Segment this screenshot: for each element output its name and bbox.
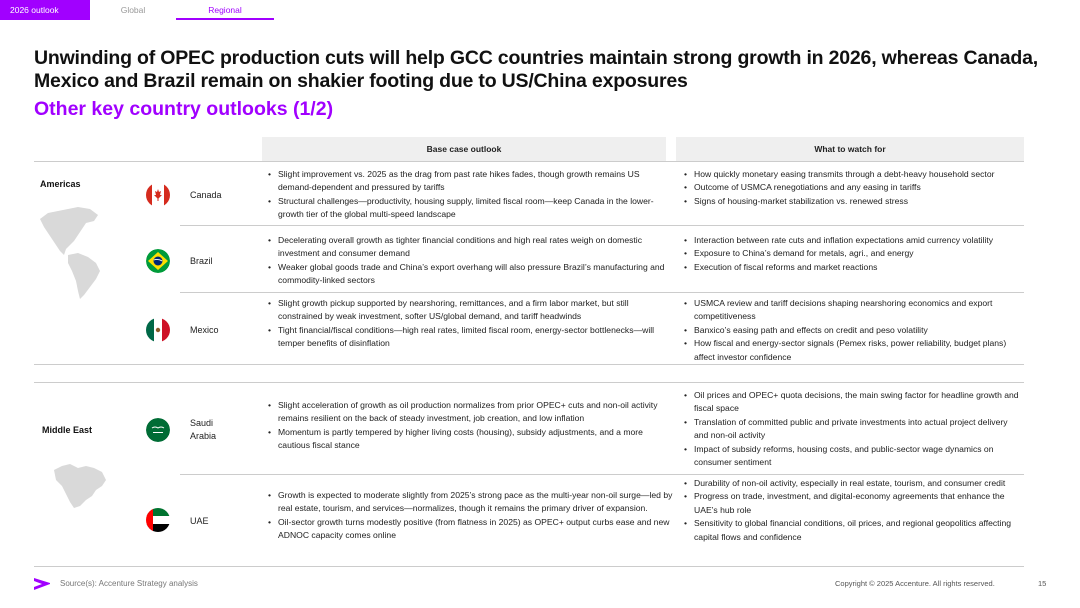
list-item: • Signs of housing-market stabilization vs. renewed stress bbox=[682, 195, 1028, 208]
list-item: • How fiscal and energy-sector signals (Pemex risks, power reliability, budget plans) affect investor confidence bbox=[682, 337, 1028, 364]
region-label-americas: Americas bbox=[40, 179, 81, 189]
divider bbox=[34, 364, 1024, 365]
watch-list-canada bbox=[682, 168, 1028, 208]
list-item: • Structural challenges—productivity, housing supply, limited fiscal room—keep Canada in the lower-growth tier of the global multi-speed landscape bbox=[266, 195, 668, 222]
tab-2026-outlook[interactable]: 2026 outlook bbox=[0, 0, 90, 20]
list-item: • Oil prices and OPEC+ quota decisions, the main swing factor for headline growth and fiscal space bbox=[682, 389, 1022, 416]
divider bbox=[180, 225, 1024, 226]
region-label-middle-east: Middle East bbox=[42, 425, 93, 435]
list-item: • Execution of fiscal reforms and market reactions bbox=[682, 261, 1028, 274]
base-case-list-canada bbox=[266, 168, 668, 222]
divider bbox=[180, 474, 1024, 475]
country-name-mexico: Mexico bbox=[190, 325, 219, 335]
list-item: • Slight improvement vs. 2025 as the drag from past rate hikes fades, though growth remains US demand-dependent and pressured by tariffs bbox=[266, 168, 668, 195]
list-item: • Progress on trade, investment, and digital-economy agreements that enhance the UAE’s hub role bbox=[682, 490, 1022, 517]
top-tabs bbox=[0, 0, 274, 20]
list-item: • Exposure to China’s demand for metals, agri., and energy bbox=[682, 247, 1028, 260]
saudi-arabia-flag-icon bbox=[146, 418, 170, 442]
page-title: Unwinding of OPEC production cuts will help GCC countries maintain strong growth in 2026, whereas Canada, Mexico and Brazil remain on shakier footing due to US/China exposures bbox=[34, 47, 1038, 92]
base-case-list-brazil bbox=[266, 234, 668, 288]
list-item: • Growth is expected to moderate slightly from 2025’s strong pace as the multi-year non-oil surge—led by real estate, tourism, and services—normalizes, though it remains the primary driver of expansion. bbox=[266, 489, 678, 516]
list-item: • Interaction between rate cuts and inflation expectations amid currency volatility bbox=[682, 234, 1028, 247]
divider bbox=[34, 566, 1024, 567]
list-item: • Oil-sector growth turns modestly positive (from flatness in 2025) as OPEC+ output curbs ease and new ADNOC capacity comes online bbox=[266, 516, 678, 543]
divider bbox=[34, 161, 1024, 162]
list-item: • Translation of committed public and private investments into actual project delivery and non-oil activity bbox=[682, 416, 1022, 443]
list-item: • How quickly monetary easing transmits through a debt-heavy household sector bbox=[682, 168, 1028, 181]
tab-regional[interactable]: Regional bbox=[176, 0, 274, 20]
list-item: • Slight acceleration of growth as oil production normalizes from prior OPEC+ cuts and non-oil activity remains resilient on the back of steady investment, job creation, and low inflation bbox=[266, 399, 668, 426]
base-case-list-mexico bbox=[266, 297, 668, 351]
list-item: • USMCA review and tariff decisions shaping nearshoring economics and export competitiveness bbox=[682, 297, 1028, 324]
watch-list-uae bbox=[682, 477, 1022, 544]
divider bbox=[180, 292, 1024, 293]
country-name-saudi-arabia: Saudi Arabia bbox=[190, 418, 217, 441]
list-item: • Impact of subsidy reforms, housing costs, and public-sector wage dynamics on consumer sentiment bbox=[682, 443, 1022, 470]
page-subtitle: Other key country outlooks (1/2) bbox=[34, 98, 334, 120]
country-name-brazil: Brazil bbox=[190, 256, 213, 266]
watch-list-mexico bbox=[682, 297, 1028, 364]
column-header-what-to-watch: What to watch for bbox=[676, 137, 1024, 161]
list-item: • Banxico’s easing path and effects on credit and peso volatility bbox=[682, 324, 1028, 337]
column-header-base-case: Base case outlook bbox=[262, 137, 666, 161]
list-item: • Momentum is partly tempered by higher living costs (housing), subsidy adjustments, and a more cautious fiscal stance bbox=[266, 426, 668, 453]
mexico-flag-icon bbox=[146, 318, 170, 342]
country-name-canada: Canada bbox=[190, 190, 222, 200]
americas-map-icon bbox=[38, 205, 106, 301]
canada-flag-icon bbox=[146, 183, 170, 207]
list-item: • Sensitivity to global financial conditions, oil prices, and regional geopolitics affecting capital flows and confidence bbox=[682, 517, 1022, 544]
source-note: Source(s): Accenture Strategy analysis bbox=[60, 579, 198, 588]
watch-list-brazil bbox=[682, 234, 1028, 274]
uae-flag-icon bbox=[146, 508, 170, 532]
middle-east-map-icon bbox=[52, 460, 108, 510]
country-name-uae: UAE bbox=[190, 516, 209, 526]
base-case-list-saudi-arabia bbox=[266, 399, 668, 453]
accenture-logo-icon bbox=[34, 576, 50, 590]
list-item: • Decelerating overall growth as tighter financial conditions and high real rates weigh on domestic investment and consumer demand bbox=[266, 234, 668, 261]
watch-list-saudi-arabia bbox=[682, 389, 1022, 469]
tab-global[interactable]: Global bbox=[120, 5, 146, 15]
divider bbox=[34, 382, 1024, 383]
list-item: • Tight financial/fiscal conditions—high real rates, limited fiscal room, energy-sector bottlenecks—will temper benefits of disinflation bbox=[266, 324, 668, 351]
base-case-list-uae bbox=[266, 489, 678, 543]
brazil-flag-icon bbox=[146, 249, 170, 273]
page-number: 15 bbox=[1038, 579, 1047, 588]
list-item: • Outcome of USMCA renegotiations and any easing in tariffs bbox=[682, 181, 1028, 194]
list-item: • Slight growth pickup supported by nearshoring, remittances, and a firm labor market, but still constrained by weak investment, softer US/global demand, and tariff headwinds bbox=[266, 297, 668, 324]
list-item: • Weaker global goods trade and China’s export overhang will also pressure Brazil’s manufacturing and commodity-linked sectors bbox=[266, 261, 668, 288]
list-item: • Durability of non-oil activity, especially in real estate, tourism, and consumer credit bbox=[682, 477, 1022, 490]
copyright-text: Copyright © 2025 Accenture. All rights reserved. bbox=[835, 579, 995, 588]
